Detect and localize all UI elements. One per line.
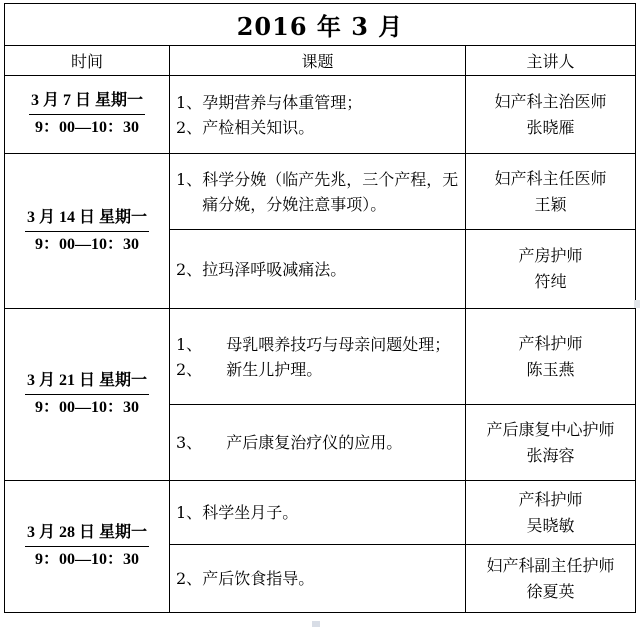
session-time-cell <box>5 481 170 613</box>
speaker-cell <box>466 154 636 230</box>
speaker-name: 陈玉燕 <box>526 359 575 379</box>
speaker-title: 妇产科副主任护师 <box>486 555 615 575</box>
topic-number: 2、 <box>176 569 203 588</box>
topic-cell <box>170 309 466 405</box>
topic-number: 1、 <box>176 169 203 189</box>
speaker-name: 吴晓敏 <box>526 515 575 535</box>
speaker-cell <box>466 230 636 309</box>
speaker-cell <box>466 309 636 405</box>
speaker-cell <box>466 405 636 481</box>
topic-text: 科学分娩（临产先兆，三个产程，无痛分娩，分娩注意事项）。 <box>202 169 459 214</box>
topic-text: 产后康复治疗仪的应用。 <box>226 433 403 452</box>
topic-cell <box>170 230 466 309</box>
topic-text: 科学坐月子。 <box>202 503 299 522</box>
topic-text: 孕期营养与体重管理； <box>202 92 363 112</box>
session-date: 3 月 21 日 星期一 <box>25 368 149 395</box>
session-date: 3 月 14 日 星期一 <box>25 205 149 232</box>
session-time-cell <box>5 154 170 309</box>
topic-number: 2、 <box>176 259 203 279</box>
topic-number: 1、 <box>176 334 203 354</box>
speaker-name: 张海容 <box>526 445 575 465</box>
topic-cell <box>170 154 466 230</box>
speaker-name: 王颖 <box>534 194 567 214</box>
speaker-title: 妇产科主治医师 <box>494 91 607 111</box>
speaker-cell <box>466 481 636 545</box>
session-time: 9：00—10：30 <box>34 235 139 253</box>
speaker-cell <box>466 545 636 613</box>
speaker-name: 张晓雁 <box>526 117 575 137</box>
header-time: 时间 <box>5 46 170 76</box>
session-time-cell <box>5 309 170 481</box>
topic-cell <box>170 545 466 613</box>
topic-number: 2、 <box>176 359 203 379</box>
session-row <box>5 154 636 230</box>
topic-cell <box>170 76 466 154</box>
schedule-title: 2016 年 3 月 <box>5 4 636 46</box>
speaker-name: 符纯 <box>534 272 567 291</box>
scan-artifact <box>312 621 320 627</box>
topic-text: 产后饮食指导。 <box>202 569 315 588</box>
session-time-cell <box>5 76 170 154</box>
session-time: 9：00—10：30 <box>34 551 139 568</box>
topic-text: 母乳喂养技巧与母亲问题处理； <box>226 334 451 354</box>
topic-text: 产检相关知识。 <box>202 117 315 137</box>
session-time: 9：00—10：30 <box>34 399 139 416</box>
session-time: 9：00—10：30 <box>34 119 139 136</box>
header-speaker: 主讲人 <box>466 46 636 76</box>
header-topic: 课题 <box>170 46 466 76</box>
session-row <box>5 481 636 545</box>
speaker-title: 产科护师 <box>518 489 583 509</box>
session-row <box>5 309 636 405</box>
speaker-title: 妇产科主任医师 <box>494 168 607 188</box>
topic-number: 3、 <box>176 433 203 452</box>
speaker-name: 徐夏英 <box>526 581 575 601</box>
speaker-title: 产后康复中心护师 <box>486 419 615 439</box>
speaker-title: 产科护师 <box>518 333 583 353</box>
topic-text: 新生儿护理。 <box>226 359 323 379</box>
topic-number: 2、 <box>176 117 203 137</box>
topic-text: 拉玛泽呼吸减痛法。 <box>202 259 347 279</box>
speaker-title: 产房护师 <box>518 246 583 265</box>
topic-number: 1、 <box>176 503 203 522</box>
speaker-cell <box>466 76 636 154</box>
topic-cell <box>170 481 466 545</box>
scan-artifact <box>634 300 640 308</box>
session-date: 3 月 28 日 星期一 <box>25 520 149 547</box>
topic-cell <box>170 405 466 481</box>
topic-number: 1、 <box>176 92 203 112</box>
session-row <box>5 76 636 154</box>
schedule-table <box>4 3 636 613</box>
session-date: 3 月 7 日 星期一 <box>29 88 145 115</box>
